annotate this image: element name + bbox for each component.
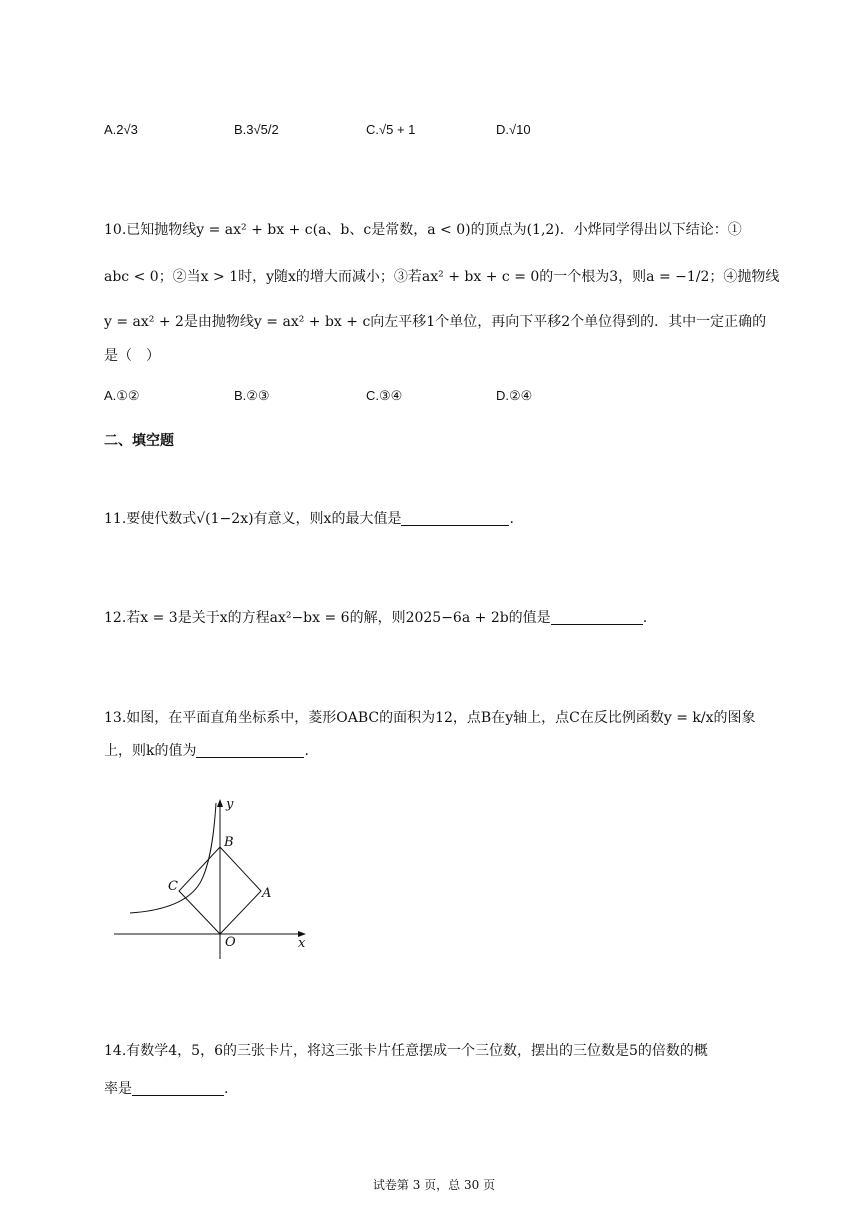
q13-line-1: 13.如图，在平面直角坐标系中，菱形OABC的面积为12，点B在y轴上，点C在反比例函数y = k/x的图象	[104, 710, 756, 726]
y-axis-arrow	[217, 799, 223, 807]
q10-option-d: D.②④	[496, 388, 533, 403]
q9-option-b: B.3√5/2	[234, 122, 279, 137]
q10-line-1: 10.已知抛物线y = ax² + bx + c(a、b、c是常数，a < 0)的顶点为(1,2)．小烨同学得出以下结论：①	[104, 222, 742, 238]
section-title: 二、填空题	[104, 433, 174, 449]
q13-answer-blank[interactable]	[196, 743, 304, 758]
label-x: x	[298, 936, 306, 951]
q12-answer-blank[interactable]	[551, 610, 643, 625]
q11-line: 11.要使代数式√(1−2x)有意义，则x的最大值是 .	[104, 511, 514, 527]
q9-option-a: A.2√3	[104, 122, 138, 137]
label-b: B	[224, 835, 234, 850]
q14-line-1: 14.有数学4，5，6的三张卡片，将这三张卡片任意摆成一个三位数，摆出的三位数是5的倍数的概	[104, 1043, 708, 1059]
q13-text: 上，则k的值为	[104, 743, 197, 759]
q14-text: 率是	[104, 1081, 132, 1097]
page-footer: 试卷第 3 页，总 30 页	[372, 1178, 496, 1192]
rhombus-figure	[110, 795, 320, 965]
q10-option-a: A.①②	[104, 388, 140, 403]
label-o: O	[225, 935, 236, 950]
q12-text: 12.若x = 3是关于x的方程ax²−bx = 6的解，则2025−6a + 2b的值是	[104, 610, 551, 626]
q12-line: 12.若x = 3是关于x的方程ax²−bx = 6的解，则2025−6a + 2b的值是 .	[104, 610, 648, 626]
q10-line-2: abc < 0；②当x > 1时，y随x的增大而减小；③若ax² + bx + c = 0的一个根为3，则a = −1/2；④抛物线	[104, 269, 780, 285]
q11-answer-blank[interactable]	[401, 511, 509, 526]
q10-option-b: B.②③	[234, 388, 270, 403]
q10-option-c: C.③④	[366, 388, 403, 403]
q9-option-c: C.√5 + 1	[366, 122, 416, 137]
hyperbola-curve	[130, 803, 216, 913]
q10-line-4: 是（ ）	[104, 348, 160, 364]
q11-text: 11.要使代数式√(1−2x)有意义，则x的最大值是	[104, 511, 402, 527]
label-y: y	[226, 797, 234, 812]
q9-option-d: D.√10	[496, 122, 531, 137]
label-c: C	[168, 879, 178, 894]
q14-line-2: 率是 .	[104, 1081, 229, 1097]
q14-answer-blank[interactable]	[132, 1081, 224, 1096]
q10-line-3: y = ax² + 2是由抛物线y = ax² + bx + c向左平移1个单位，再向下平移2个单位得到的．其中一定正确的	[104, 314, 767, 330]
label-a: A	[262, 886, 272, 901]
q13-line-2: 上，则k的值为 .	[104, 743, 309, 759]
